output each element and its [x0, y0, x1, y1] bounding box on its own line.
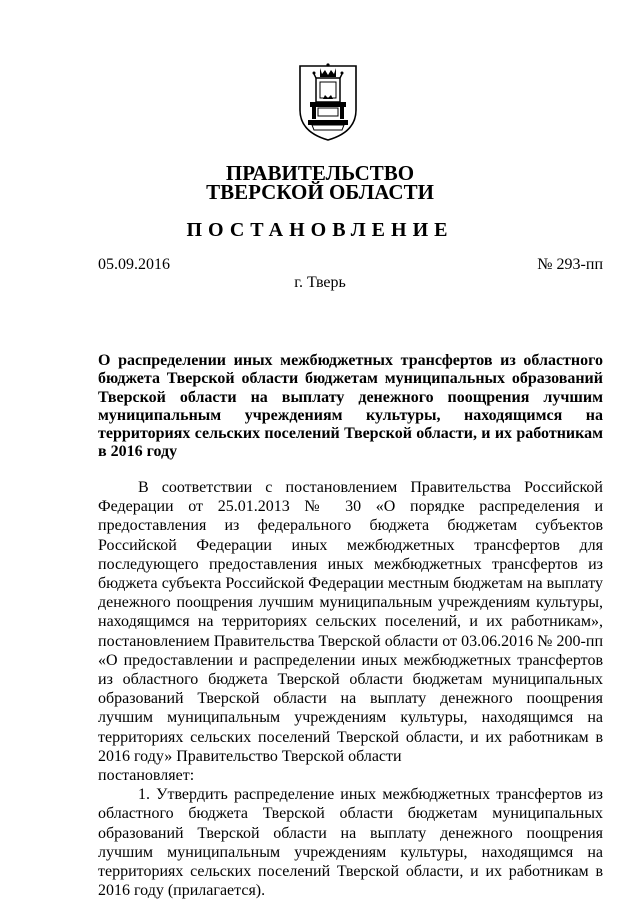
resolves-line: постановляет:	[98, 767, 195, 785]
preamble-paragraph: В соответствии с постановлением Правительства Российской Федерации от 25.01.2013 № 30 «О порядке распределения и предоставления из федерального бюджета бюджетам субъектов Российской Федерации иных межбюджетных трансфертов для последующего предоставления иных межбюджетных трансфертов из бюджета субъекта Российской Федерации местным бюджетам на выплату денежного поощрения лучшим муниципальным учреждениям культуры, находящимся на территориях сельских поселений, и их работникам», постановлением Правительства Тверской области от 03.06.2016 № 200-пп «О предоставлении и распределении иных межбюджетных трансфертов из областного бюджета Тверской области бюджетам муниципальных образований Тверской области на выплату денежного поощрения лучшим муниципальным учреждениям культуры, находящимся на территориях сельских поселений Тверской области, и их работникам в 2016 году» Правительство Тверской области	[98, 479, 603, 765]
document-number: № 293-пп	[537, 256, 603, 273]
document-city: г. Тверь	[294, 274, 346, 291]
document-body	[98, 478, 603, 900]
document-title: О распределении иных межбюджетных трансфертов из областного бюджета Тверской области бюджетам муниципальных образований Тверской области на выплату денежного поощрения лучшим муниципальным учреждениям культуры, находящимся на территориях сельских поселений Тверской области, и их работникам в 2016 году	[98, 352, 603, 461]
item-1-paragraph: 1. Утвердить распределение иных межбюджетных трансфертов из областного бюджета Тверской области бюджетам муниципальных образований Тверской области на выплату денежного поощрения лучшим муниципальным учреждениям культуры, находящимся на территориях сельских поселений Тверской области, и их работникам в 2016 году (прилагается).	[98, 786, 603, 900]
document-date: 05.09.2016	[98, 256, 170, 273]
tver-coat-of-arms-icon	[296, 58, 360, 142]
government-name-line2: ТВЕРСКОЙ ОБЛАСТИ	[206, 180, 434, 204]
government-name-line1: ПРАВИТЕЛЬСТВО	[225, 161, 415, 185]
document-type: ПОСТАНОВЛЕНИЕ	[186, 219, 454, 241]
